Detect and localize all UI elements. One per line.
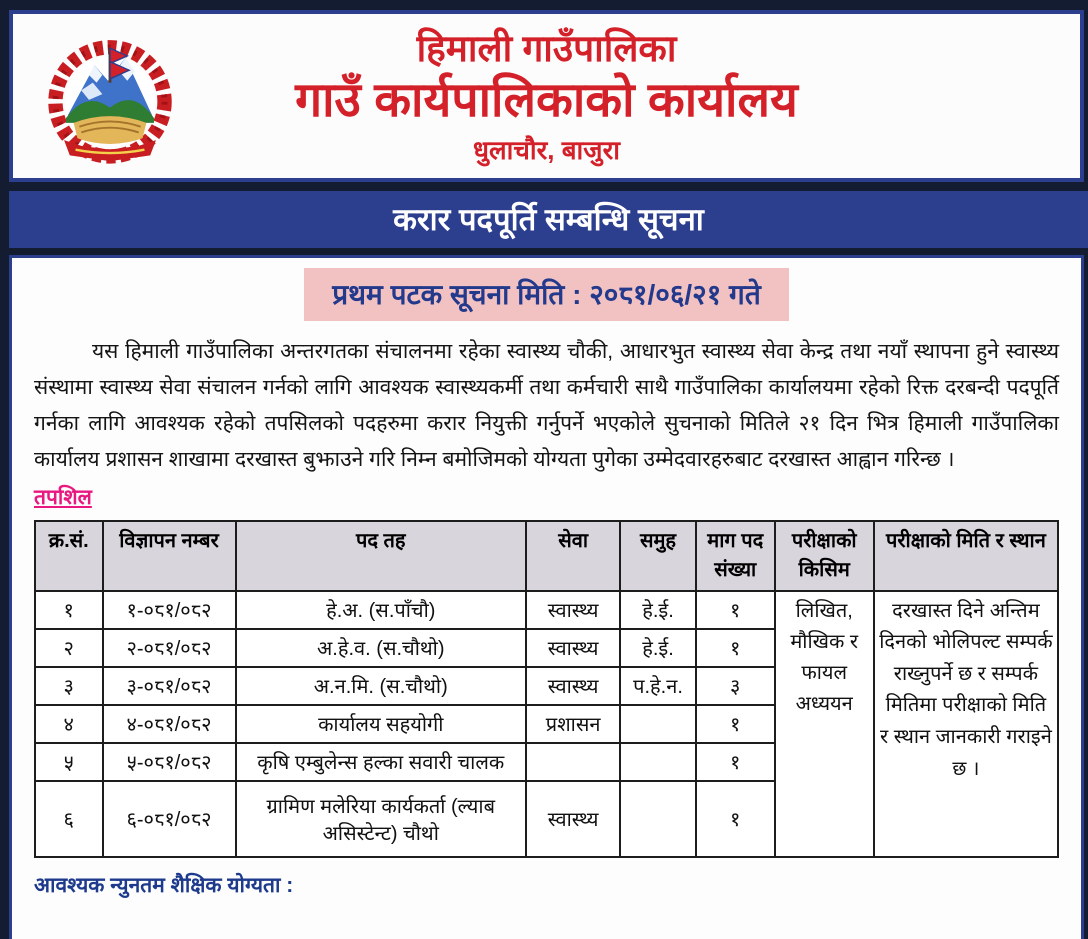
exam-date-place-cell: दरखास्त दिने अन्तिम दिनको भोलिपल्ट सम्पर्क राख्नुपर्ने छ र सम्पर्क मितिमा परीक्षाको मिति र स्थान जानकारी गराइने छ । (874, 591, 1058, 857)
cell-post: अ.न.मि. (स.चौथो) (236, 667, 527, 705)
cell-sn: २ (35, 629, 103, 667)
table-header-row (35, 521, 1058, 591)
cell-group (620, 743, 696, 781)
cell-advt: ५-०८१/०८२ (103, 743, 236, 781)
cell-service: स्वास्थ्य (526, 629, 620, 667)
cell-advt: ४-०८१/०८२ (103, 705, 236, 743)
table-row (35, 591, 1058, 629)
cell-count: १ (696, 629, 775, 667)
cell-group: हे.ई. (620, 591, 696, 629)
col-header-service: सेवा (526, 521, 620, 591)
cell-post: हे.अ. (स.पाँचौ) (236, 591, 527, 629)
cell-count: ३ (696, 667, 775, 705)
notice-title-banner: करार पदपूर्ति सम्बन्धि सूचना (9, 191, 1088, 248)
notice-body-box (9, 255, 1084, 939)
document-page (9, 10, 1084, 939)
office-name: गाउँ कार्यपालिकाको कार्यालय (295, 74, 798, 128)
cell-advt: १-०८१/०८२ (103, 591, 236, 629)
cell-service (526, 743, 620, 781)
cell-sn: ३ (35, 667, 103, 705)
col-header-group: समुह (620, 521, 696, 591)
cell-post: ग्रामिण मलेरिया कार्यकर्ता (ल्याब असिस्टेन्ट) चौथो (236, 781, 527, 857)
cell-service: स्वास्थ्य (526, 591, 620, 629)
cell-sn: ६ (35, 781, 103, 857)
col-header-exam-date-place: परीक्षाको मिति र स्थान (874, 521, 1058, 591)
cell-service: स्वास्थ्य (526, 667, 620, 705)
cell-group (620, 705, 696, 743)
qualification-heading: आवश्यक न्युनतम शैक्षिक योग्यता : (34, 873, 294, 897)
exam-type-cell: लिखित, मौखिक र फायल अध्ययन (775, 591, 874, 857)
cell-count: १ (696, 781, 775, 857)
cell-post: अ.हे.व. (स.चौथो) (236, 629, 527, 667)
cell-post: कृषि एम्बुलेन्स हल्का सवारी चालक (236, 743, 527, 781)
cell-service: प्रशासन (526, 705, 620, 743)
cell-sn: ४ (35, 705, 103, 743)
cell-group: प.हे.न. (620, 667, 696, 705)
cell-group (620, 781, 696, 857)
vacancy-table (34, 520, 1059, 858)
cell-service: स्वास्थ्य (526, 781, 620, 857)
municipality-name: हिमाली गाउँपालिका (416, 28, 677, 69)
col-header-sn: क्र.सं. (35, 521, 103, 591)
cell-sn: १ (35, 591, 103, 629)
col-header-count: माग पद संख्या (696, 521, 775, 591)
notice-paragraph: यस हिमाली गाउँपालिका अन्तरगतका संचालनमा रहेका स्वास्थ्य चौकी, आधारभुत स्वास्थ्य सेवा केन्द्र तथा नयाँ स्थापना हुने स्वास्थ्य संस्थामा स्वास्थ्य सेवा संचालन गर्नको लागि आवश्यक स्वास्थ्यकर्मी तथा कर्मचारी साथै गाउँपालिका कार्यालयमा रहेको रिक्त दरबन्दी पदपूर्ति गर्नका लागि आवश्यक रहेको तपसिलको पदहरुमा करार नियुक्ती गर्नुपर्ने भएकोले सुचनाको मितिले २१ दिन भित्र हिमाली गाउँपालिका कार्यालय प्रशासन शाखामा दरखास्त बुझाउने गरि निम्न बमोजिमको योग्यता पुगेका उम्मेदवारहरुबाट दरखास्त आह्वान गरिन्छ । (34, 340, 1059, 471)
cell-sn: ५ (35, 743, 103, 781)
cell-count: १ (696, 705, 775, 743)
cell-count: १ (696, 591, 775, 629)
cell-count: १ (696, 743, 775, 781)
cell-group: हे.ई. (620, 629, 696, 667)
nepal-emblem-icon (43, 27, 177, 169)
col-header-post: पद तह (236, 521, 527, 591)
cell-advt: २-०८१/०८२ (103, 629, 236, 667)
col-header-exam-type: परीक्षाको किसिम (775, 521, 874, 591)
cell-advt: ६-०८१/०८२ (103, 781, 236, 857)
office-address: धुलाचौर, बाजुरा (473, 134, 620, 165)
cell-advt: ३-०८१/०८२ (103, 667, 236, 705)
col-header-advt-no: विज्ञापन नम्बर (103, 521, 236, 591)
details-label: तपशिल (34, 485, 92, 509)
letterhead (9, 10, 1084, 182)
cell-post: कार्यालय सहयोगी (236, 705, 527, 743)
first-publication-date: प्रथम पटक सूचना मिति : २०८१/०६/२१ गते (304, 268, 789, 321)
